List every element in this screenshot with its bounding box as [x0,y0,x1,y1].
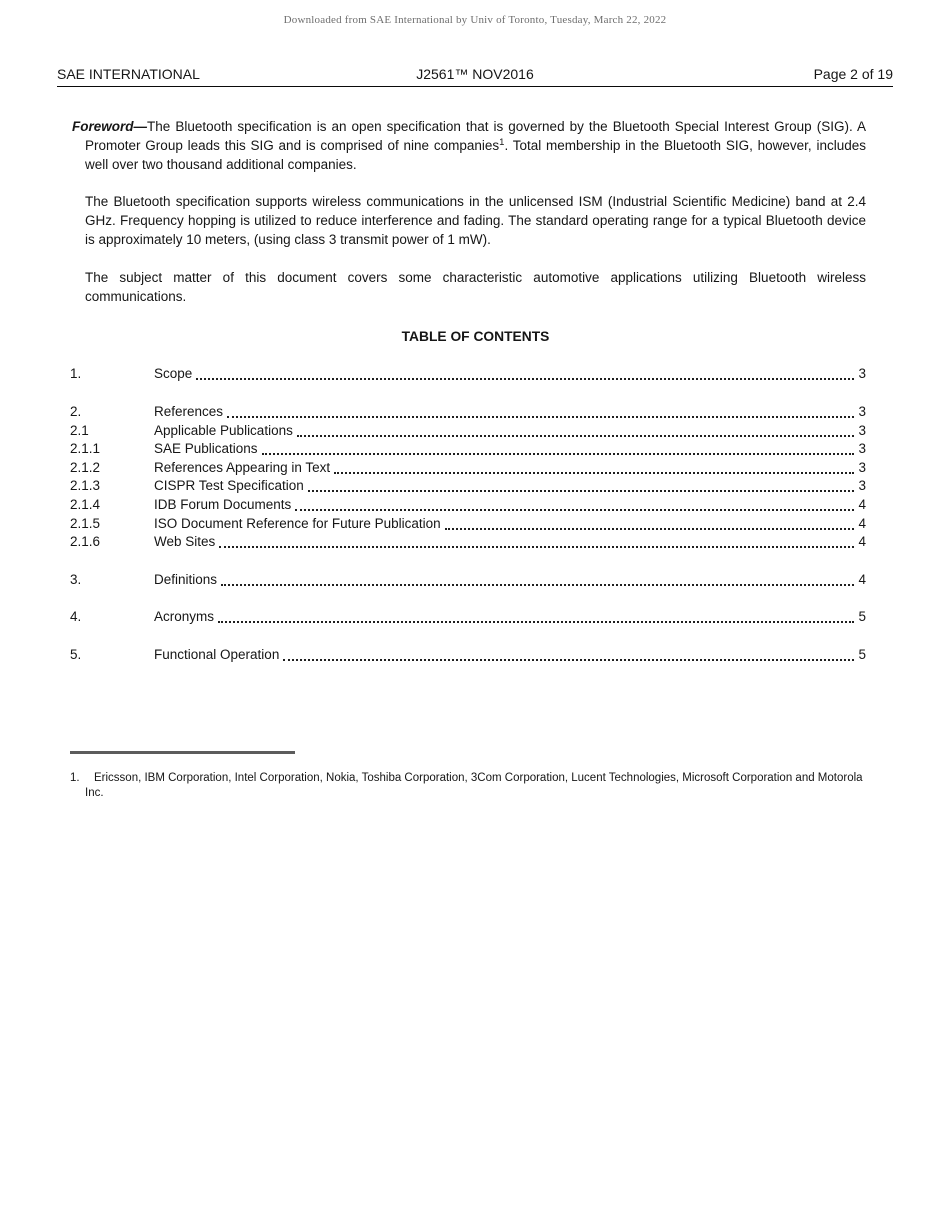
toc-entry [70,422,866,441]
toc-leader-dots [308,490,855,492]
toc-entry-title: Web Sites [154,534,216,550]
toc-entry-number: 3. [70,571,82,587]
toc-leader-dots [295,509,854,511]
download-watermark: Downloaded from SAE International by Univ of Toronto, Tuesday, March 22, 2022 [283,14,667,26]
toc-entry-number: 2.1.2 [70,459,101,475]
toc-leader-dots [196,378,854,380]
toc-entry-page: 4 [858,515,866,531]
toc-entry [70,608,866,627]
header-publisher: SAE INTERNATIONAL [57,66,200,82]
toc-leader-dots [219,546,854,548]
toc-entry-title: Functional Operation [154,646,280,662]
foreword-paragraph-2: The Bluetooth specification supports wireless communications in the unlicensed ISM (Industrial Scientific Medicine) band at 2.4 GHz. Frequency hopping is utilized to reduce interference and fading. The standard operating range for a typical Bluetooth device is approximately 10 meters, (using class 3 transmit power of 1 mW). [85,194,866,247]
toc-entry-title: CISPR Test Specification [154,478,304,494]
page-header [57,66,893,84]
toc-entry [70,459,866,478]
foreword-paragraph-3: The subject matter of this document covers some characteristic automotive applications utilizing Bluetooth wireless communications. [85,269,866,304]
foreword-paragraph-1 [72,118,866,174]
toc-entry-page: 4 [858,496,866,512]
footnote-area [70,751,866,802]
toc-entry-title: Scope [154,366,193,382]
toc-entry-title: References [154,403,224,419]
foreword-text-tail: . Total membership in the Bluetooth SIG, however, includes well over two thousand additional companies. [85,137,866,172]
toc-leader-dots [334,472,854,474]
toc-leader-dots [221,584,854,586]
toc-entry-page: 5 [858,609,866,625]
document-body [0,118,950,665]
toc-entry-number: 4. [70,609,82,625]
toc-entry [70,646,866,665]
toc-entry-number: 1. [70,366,82,382]
toc-entry-title: Acronyms [154,609,215,625]
toc-entry-number: 5. [70,646,82,662]
toc-entry-page: 5 [858,646,866,662]
toc-leader-dots [227,416,854,418]
toc-entry-page: 3 [858,366,866,382]
toc-entry-title: Applicable Publications [154,422,293,438]
toc-entry-page: 3 [858,422,866,438]
toc-entry-page: 4 [858,571,866,587]
toc-entry-number: 2.1.3 [70,478,101,494]
toc-entry-title: ISO Document Reference for Future Publication [154,515,441,531]
toc-entry-number: 2.1 [70,422,89,438]
toc-entry [70,571,866,590]
toc-entry-number: 2.1.4 [70,496,101,512]
toc-entry-number: 2.1.5 [70,515,101,531]
toc-entry-number: 2.1.6 [70,534,101,550]
header-page-count: Page 2 of 19 [813,66,893,82]
toc-entry-number: 2. [70,403,82,419]
toc-entry-title: Definitions [154,571,218,587]
foreword-label: Foreword— [72,119,148,134]
toc-entry-title: IDB Forum Documents [154,496,292,512]
toc-entry-page: 3 [858,478,866,494]
foreword-text-main: The Bluetooth specification is an open specification that is governed by the Bluetooth Special Interest Group (SIG). A Promoter Group leads this SIG and is comprised of nine companies [85,119,866,153]
toc-leader-dots [262,453,855,455]
toc-entry [70,440,866,459]
toc-entry-page: 3 [858,459,866,475]
toc-leader-dots [297,435,855,437]
toc-entry [70,365,866,384]
toc-leader-dots [445,528,855,530]
toc-entry-number: 2.1.1 [70,441,101,457]
toc-entry-page: 3 [858,441,866,457]
toc-leader-dots [218,621,854,623]
toc-entry [70,533,866,552]
toc-entry-page: 4 [858,534,866,550]
toc-entry [70,477,866,496]
footnote-separator-rule [70,751,295,754]
header-rule [57,86,893,87]
toc-entry-title: References Appearing in Text [154,459,331,475]
footnote-reference-mark: 1 [499,136,505,148]
toc-entry [70,496,866,515]
footnote-text: Ericsson, IBM Corporation, Intel Corporation, Nokia, Toshiba Corporation, 3Com Corporation, Lucent Technologies, Microsoft Corporation and Motorola Inc. [85,771,863,799]
toc-leader-dots [283,659,854,661]
toc-entry [70,515,866,534]
toc-title: TABLE OF CONTENTS [401,329,550,345]
footnote-1 [70,771,866,802]
toc-list [0,365,950,664]
footnote-number: 1. [70,771,80,784]
toc-entry-page: 3 [858,403,866,419]
header-doc-number: J2561™ NOV2016 [416,66,534,82]
toc-entry [70,403,866,422]
toc-entry-title: SAE Publications [154,441,258,457]
